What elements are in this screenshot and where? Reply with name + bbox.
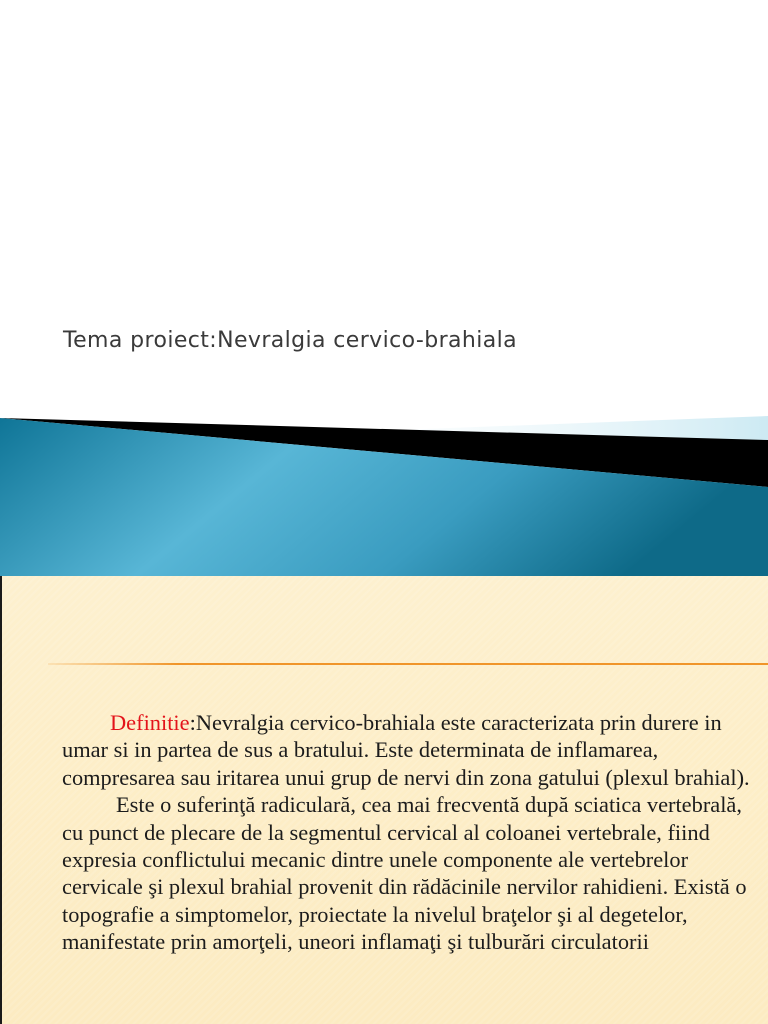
description-paragraph: Este o suferinţă radiculară, cea mai frecventă după sciatica vertebrală, cu punct de plecare de la segmentul cervical al coloanei vertebrale, fiind expresia conflictului mecanic dintre unele componente ale vertebrelor cervicale şi plexul brahial provenit din rădăcinile nervilor rahidieni. Există o topografie a simptomelor, proiectate la nivelul braţelor şi al degetelor, manifestate prin amorţeli, uneori inflamaţi şi tulburări circulatorii xyxy=(62,792,747,955)
content-slide xyxy=(0,576,768,1024)
accent-rule xyxy=(48,663,768,665)
definition-text: Nevralgia cervico-brahiala este caracterizata prin durere in umar si in partea de sus a bratului. Este determinata de inflamarea, compresarea sau iritarea unui grup de nervi din zona gatului (plexul brahial). xyxy=(62,710,750,790)
definition-label: Definitie xyxy=(110,710,190,735)
body-text xyxy=(62,709,762,956)
definition-separator: : xyxy=(189,710,196,735)
slide-title: Tema proiect:Nevralgia cervico-brahiala xyxy=(63,328,518,353)
definition-paragraph xyxy=(62,709,762,791)
slide-left-border xyxy=(0,576,2,1024)
